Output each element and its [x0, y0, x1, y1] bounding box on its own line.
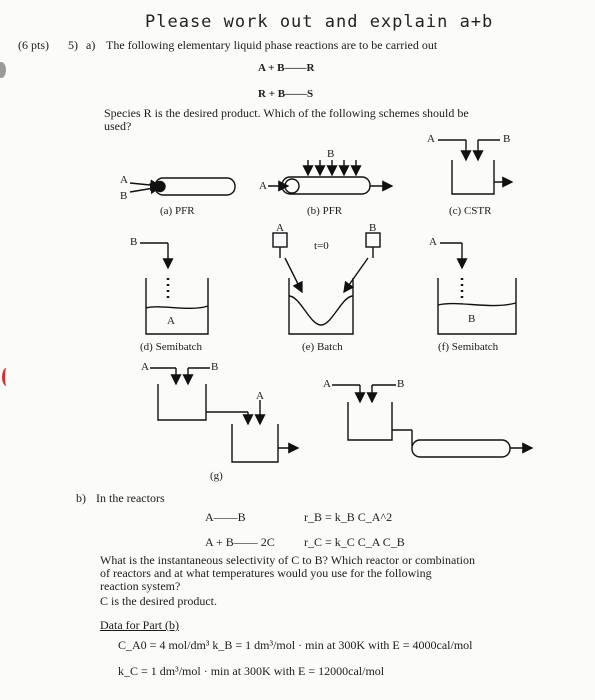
scheme-d-label: (d) Semibatch: [140, 341, 203, 353]
label-a-in-g2: A: [256, 390, 264, 402]
reaction-1: A + B——R: [258, 62, 315, 74]
reaction-2: R + B——S: [258, 88, 314, 100]
part-b-intro: In the reactors: [96, 491, 165, 505]
part-b-question-2: of reactors and at what temperatures would you use for the following: [100, 566, 432, 580]
scheme-b-pfr: [268, 160, 392, 194]
label-b-in-a: B: [120, 190, 128, 202]
part-b-question-1: What is the instantaneous selectivity of C to B? Which reactor or combination: [100, 553, 476, 567]
scheme-e-label: (e) Batch: [302, 341, 343, 353]
part-b-reaction-2: A + B—— 2C: [205, 535, 275, 549]
scheme-c-label: (c) CSTR: [449, 205, 492, 217]
label-a-in-b: A: [259, 180, 267, 192]
label-a-in-e: A: [276, 222, 284, 234]
part-b-question-4: C is the desired product.: [100, 594, 217, 608]
scheme-b-label: (b) PFR: [307, 205, 343, 217]
handwritten-note: Please work out and explain a+b: [145, 12, 494, 32]
part-a-label: a): [86, 38, 96, 52]
label-a-in-c: A: [427, 133, 435, 145]
label-a-in-a: A: [120, 174, 128, 186]
scheme-a-pfr: [130, 178, 235, 195]
label-b-in-d: B: [130, 236, 138, 248]
label-a-in-d: A: [167, 315, 175, 327]
scheme-g-cstr-cascade: [150, 368, 298, 462]
label-b-in-c: B: [503, 133, 511, 145]
label-t0: t=0: [314, 240, 329, 252]
label-b-in-g3: B: [397, 378, 405, 390]
scheme-f-label: (f) Semibatch: [438, 341, 499, 353]
data-line-1: C_A0 = 4 mol/dm³ k_B = 1 dm³/mol · min at 300K with E = 4000cal/mol: [118, 638, 473, 652]
label-b-in-g1: B: [211, 361, 219, 373]
data-line-2: k_C = 1 dm³/mol · min at 300K with E = 12000cal/mol: [118, 664, 385, 678]
part-b-rate-1: r_B = k_B C_A^2: [304, 510, 393, 524]
part-b-question-3: reaction system?: [100, 579, 181, 593]
label-a-in-g1: A: [141, 361, 149, 373]
scheme-f-semibatch: [438, 243, 516, 334]
scheme-g-cstr-pfr: [332, 385, 532, 457]
scheme-a-label: (a) PFR: [160, 205, 195, 217]
data-heading: Data for Part (b): [100, 618, 179, 632]
part-b-reaction-1: A——B: [205, 510, 246, 524]
part-b-label: b): [76, 491, 86, 505]
question-line-2: used?: [104, 119, 132, 133]
question-line-1: Species R is the desired product. Which of the following schemes should be: [104, 106, 469, 120]
problem-points: (6 pts): [18, 38, 49, 52]
label-b-in-b: B: [327, 148, 335, 160]
label-a-in-f: A: [429, 236, 437, 248]
scheme-c-cstr: [438, 140, 512, 194]
label-a-in-g3: A: [323, 378, 331, 390]
label-b-in-e: B: [369, 222, 377, 234]
part-b-rate-2: r_C = k_C C_A C_B: [304, 535, 405, 549]
label-b-in-f: B: [468, 313, 476, 325]
scheme-g-label: (g): [210, 470, 223, 482]
part-a-intro: The following elementary liquid phase reactions are to be carried out: [106, 38, 438, 52]
problem-number: 5): [68, 38, 78, 52]
